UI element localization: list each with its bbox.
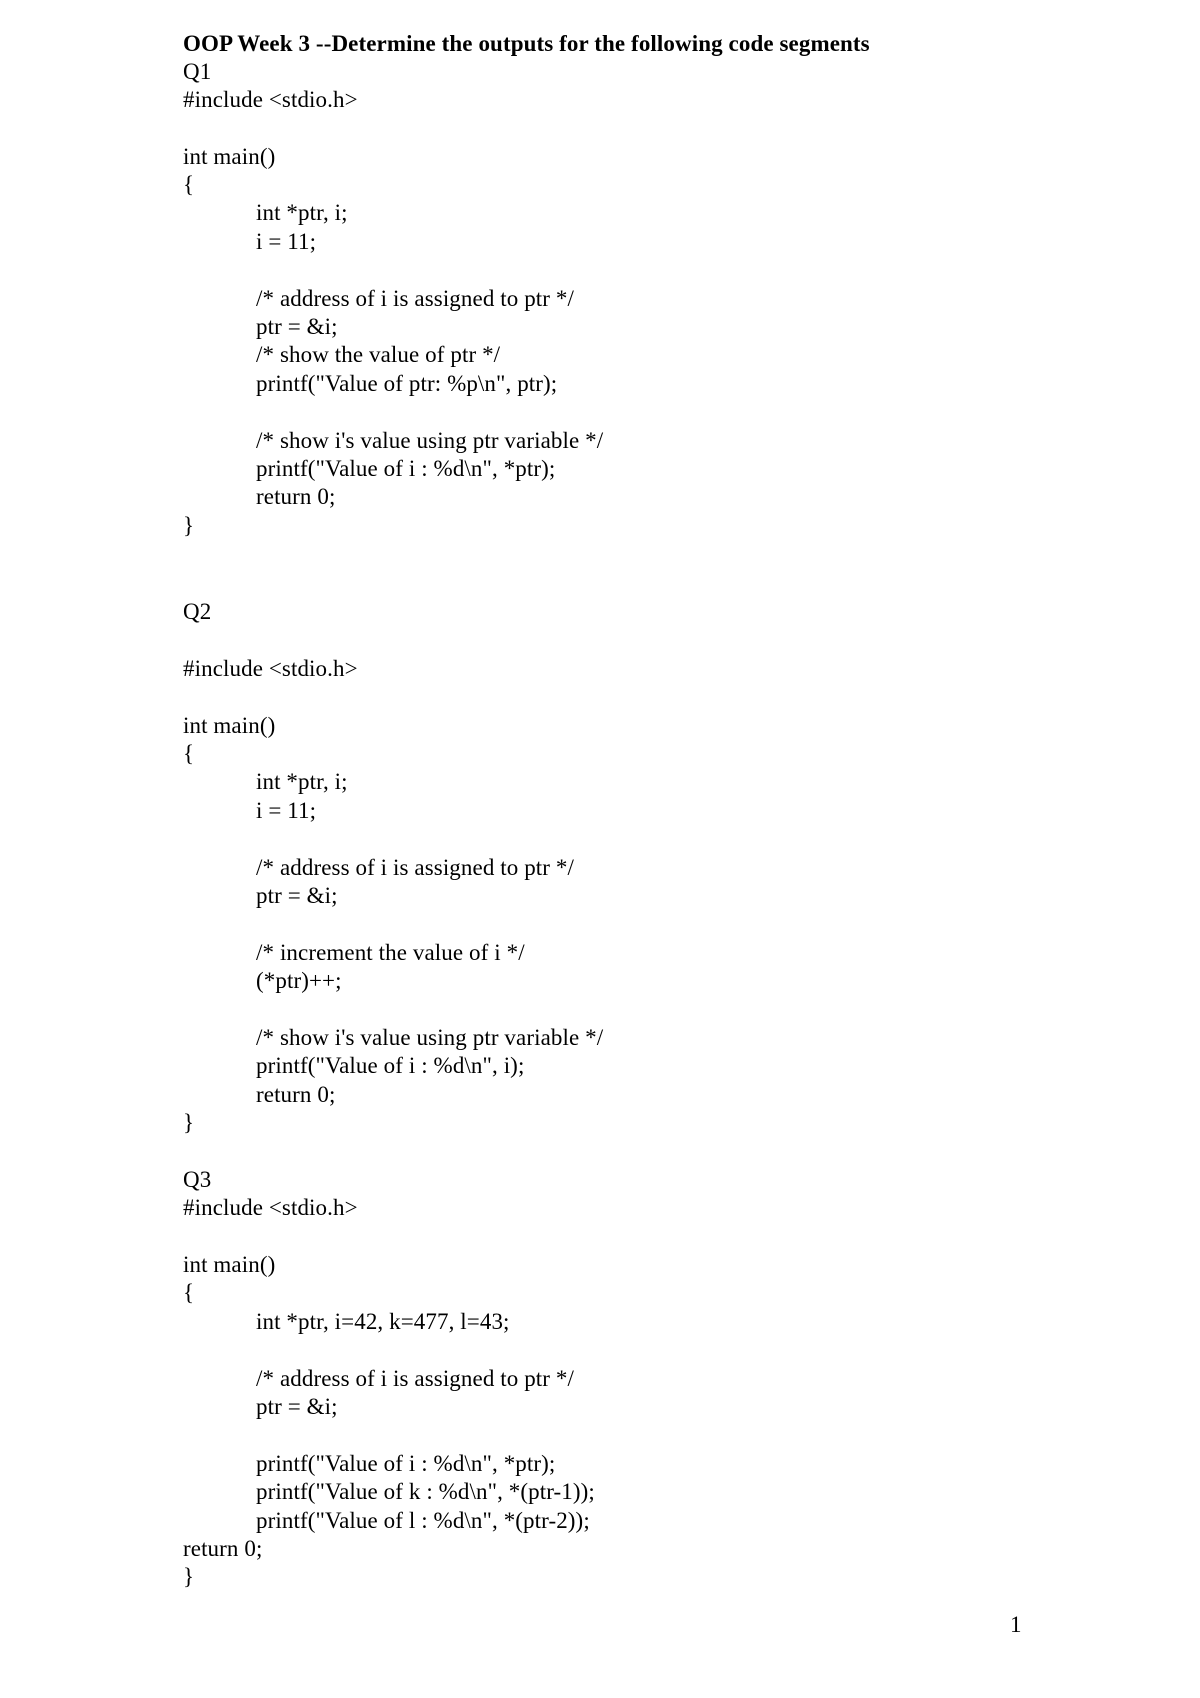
code-line: { <box>183 172 195 197</box>
code-comment: /* address of i is assigned to ptr */ <box>256 1366 574 1391</box>
code-line: printf("Value of i : %d\n", i); <box>256 1053 525 1078</box>
code-line: i = 11; <box>256 229 317 254</box>
code-line: ptr = &i; <box>256 314 338 339</box>
code-line: printf("Value of i : %d\n", *ptr); <box>256 456 556 481</box>
code-line: { <box>183 1280 195 1305</box>
question-label: Q3 <box>183 1167 212 1192</box>
question-label: Q2 <box>183 599 212 624</box>
code-line: ptr = &i; <box>256 1394 338 1419</box>
code-line: printf("Value of ptr: %p\n", ptr); <box>256 371 558 396</box>
code-line: int *ptr, i; <box>256 769 348 794</box>
code-line: printf("Value of l : %d\n", *(ptr-2)); <box>256 1508 590 1533</box>
code-comment: /* show i's value using ptr variable */ <box>256 1025 604 1050</box>
code-line: #include <stdio.h> <box>183 1195 358 1220</box>
question-label: Q1 <box>183 59 212 84</box>
code-line: int main() <box>183 1252 276 1277</box>
code-line: printf("Value of i : %d\n", *ptr); <box>256 1451 556 1476</box>
code-line: i = 11; <box>256 798 317 823</box>
code-line: { <box>183 741 195 766</box>
code-line: printf("Value of k : %d\n", *(ptr-1)); <box>256 1479 595 1504</box>
code-line: int *ptr, i; <box>256 200 348 225</box>
code-line: (*ptr)++; <box>256 968 342 993</box>
code-comment: /* address of i is assigned to ptr */ <box>256 855 574 880</box>
code-line: } <box>183 513 195 538</box>
document-title: OOP Week 3 --Determine the outputs for the following code segments <box>183 31 870 56</box>
code-line: return 0; <box>256 1082 336 1107</box>
code-comment: /* address of i is assigned to ptr */ <box>256 286 574 311</box>
code-comment: /* show the value of ptr */ <box>256 342 501 367</box>
code-line: int main() <box>183 144 276 169</box>
code-line: return 0; <box>256 484 336 509</box>
code-comment: /* show i's value using ptr variable */ <box>256 428 604 453</box>
code-line: int *ptr, i=42, k=477, l=43; <box>256 1309 510 1334</box>
code-line: return 0; <box>183 1536 263 1561</box>
code-line: ptr = &i; <box>256 883 338 908</box>
code-line: int main() <box>183 713 276 738</box>
code-line: } <box>183 1110 195 1135</box>
code-comment: /* increment the value of i */ <box>256 940 525 965</box>
page-number: 1 <box>1010 1612 1022 1637</box>
code-line: #include <stdio.h> <box>183 87 358 112</box>
code-line: } <box>183 1564 195 1589</box>
code-line: #include <stdio.h> <box>183 656 358 681</box>
